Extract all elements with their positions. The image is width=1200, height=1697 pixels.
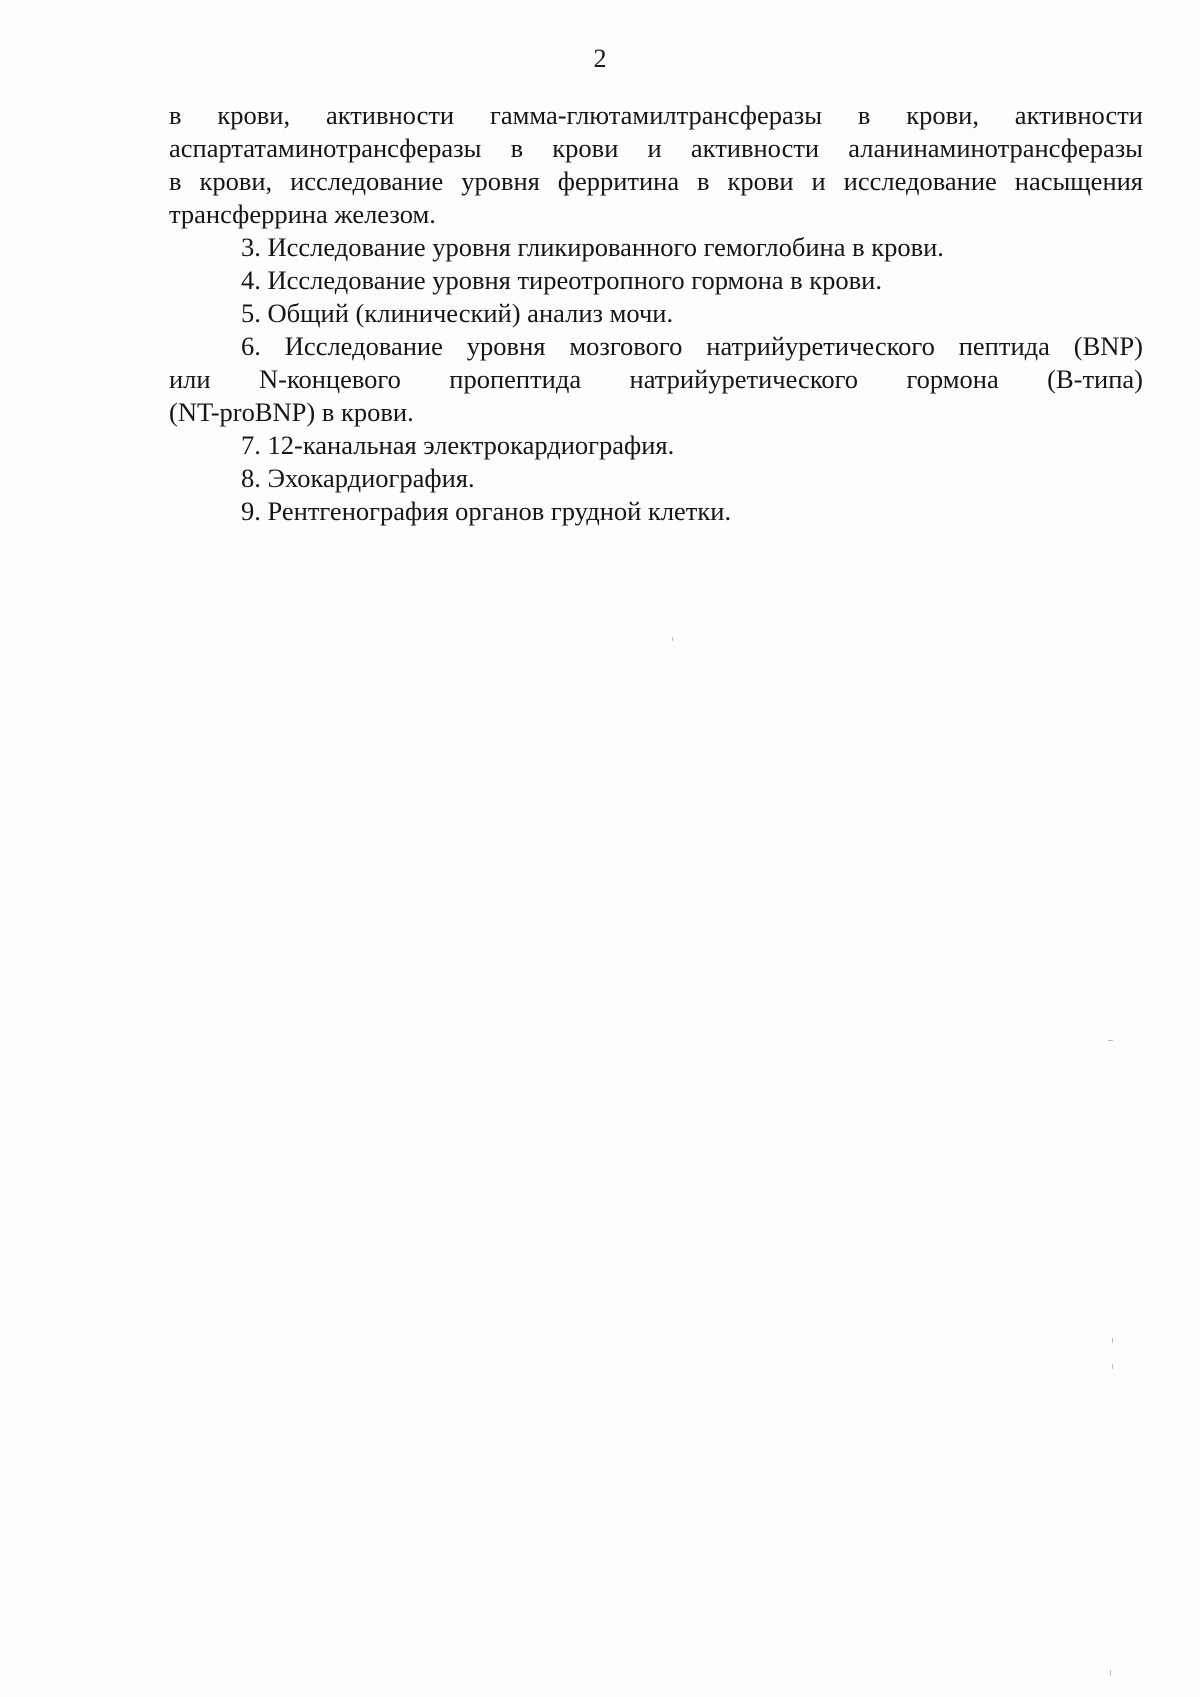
intro-line: трансферрина железом.: [169, 199, 436, 229]
list-item-5: 5. Общий (клинический) анализ мочи.: [241, 298, 674, 328]
list-item-3: 3. Исследование уровня гликированного гемоглобина в крови.: [241, 232, 944, 262]
scan-speck: [1108, 1040, 1113, 1041]
list-item-6-line: (NT-proBNP) в крови.: [169, 397, 414, 427]
intro-line: в крови, исследование уровня ферритина в крови и исследование насыщения: [169, 166, 1143, 196]
scan-speck: [1112, 1364, 1113, 1369]
list-item-6-line: 6. Исследование уровня мозгового натрийуретического пептида (BNP): [241, 331, 1143, 361]
intro-line: в крови, активности гамма-глютамилтрансферазы в крови, активности: [169, 100, 1143, 130]
list-item-6: [169, 330, 1143, 429]
document-body: [169, 99, 1143, 528]
list-item-9: 9. Рентгенография органов грудной клетки.: [241, 496, 732, 526]
page-number: 2: [593, 44, 607, 73]
scan-speck: [672, 637, 673, 641]
intro-paragraph: [169, 99, 1143, 231]
intro-line: аспартатаминотрансферазы в крови и активности аланинаминотрансферазы: [169, 133, 1143, 163]
scan-speck: [1112, 1338, 1113, 1343]
list-item-7: 7. 12-канальная электрокардиография.: [241, 430, 675, 460]
list-item-4: 4. Исследование уровня тиреотропного гормона в крови.: [241, 265, 882, 295]
scan-speck: [1110, 1670, 1111, 1676]
list-item-8: 8. Эхокардиография.: [241, 463, 475, 493]
list-item-6-line: или N-концевого пропептида натрийуретического гормона (B-типа): [169, 364, 1143, 394]
